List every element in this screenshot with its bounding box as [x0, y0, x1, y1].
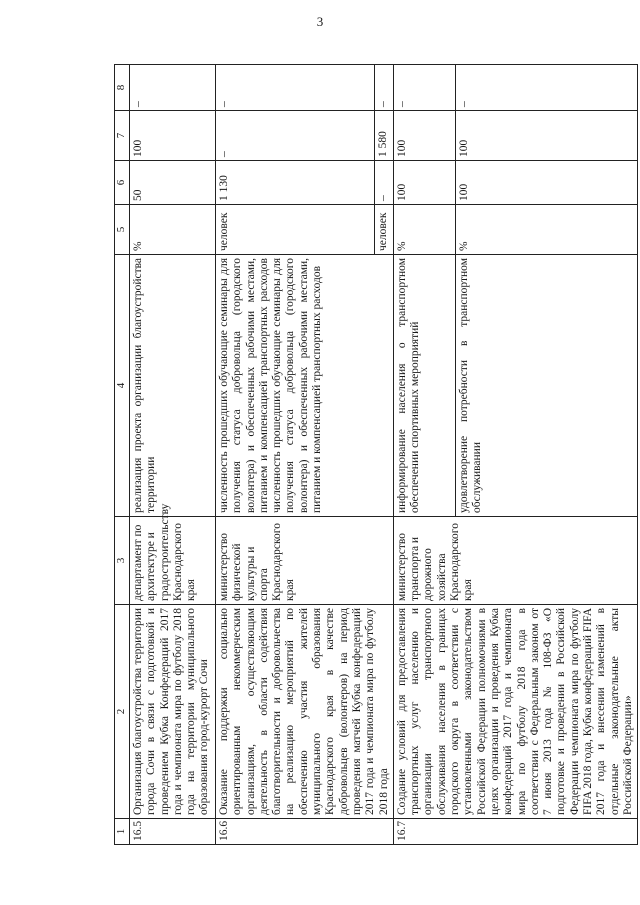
header-col-6: 6	[115, 161, 130, 205]
indicator-cell: удовлетворение потребности в транспортном обслуживании	[455, 255, 637, 517]
executor-cell: министерство физической культуры и спорта Краснодарского края	[216, 517, 394, 605]
unit-cell: человек	[216, 205, 375, 255]
unit-cell: %	[393, 205, 455, 255]
value-col7-cell: 100	[455, 111, 637, 161]
table-row	[216, 65, 375, 845]
value-col7-cell: 1 580	[374, 111, 393, 161]
value-col7-cell: 100	[130, 111, 216, 161]
value-col7-cell: –	[216, 111, 375, 161]
value-col8-cell: –	[393, 65, 455, 111]
value-col6-cell: 100	[393, 161, 455, 205]
header-row	[115, 65, 130, 845]
table-row	[130, 65, 216, 845]
event-cell: Создание условий для предоставления транспортных услуг населению и организации транспортного обслуживания населения в границах городского округа в соответствии с установленными законодательством Российской Федерации полномочиями в целях организации и проведения Кубка конфедераций 2017 года и чемпионата мира по футболу 2018 года в соответствии с Федеральным законом от 7 июня 2013 года № 108-ФЗ «О подготовке и проведении в Российской Федерации чемпионата мира по футболу FIFA 2018 года, Кубка конфедераций FIFA 2017 года и внесении изменений в отдельные законодательные акты Российской Федерации»	[393, 605, 637, 819]
header-col-3: 3	[115, 517, 130, 605]
value-col6-cell: –	[374, 161, 393, 205]
indicator-cell: реализация проекта организации благоустройства территории	[130, 255, 216, 517]
unit-cell: %	[130, 205, 216, 255]
header-col-5: 5	[115, 205, 130, 255]
value-col6-cell: 1 130	[216, 161, 375, 205]
header-col-7: 7	[115, 111, 130, 161]
value-col8-cell: –	[130, 65, 216, 111]
value-col7-cell: 100	[393, 111, 455, 161]
header-col-2: 2	[115, 605, 130, 819]
value-col8-cell: –	[216, 65, 375, 111]
page-number: 3	[316, 14, 324, 29]
rotated-table-container	[114, 65, 634, 845]
header-col-8: 8	[115, 65, 130, 111]
value-col6-cell: 100	[455, 161, 637, 205]
value-col8-cell: –	[455, 65, 637, 111]
executor-cell: департамент по архитектуре и градостроительству Краснодарского края	[130, 517, 216, 605]
indicator-cell: численность прошедших обучающие семинары для получения статуса добровольца (городского волонтера) и обеспеченных рабочими местами, питанием и компенсацией транспортных расходов численность прошедших обучающие семинары для получения статуса добровольца (городского волонтера) и обеспеченных рабочими местами, питанием и компенсацией транспортных расходов	[216, 255, 394, 517]
row-number: 16.6	[216, 819, 394, 845]
row-number: 16.5	[130, 819, 216, 845]
header-col-4: 4	[115, 255, 130, 517]
header-col-1: 1	[115, 819, 130, 845]
event-cell: Организация благоустройства территории города Сочи в связи с подготовкой и проведением Кубка Конфедераций 2017 года и чемпионата мира по футболу 2018 года на территории муниципального образования город-курорт Сочи	[130, 605, 216, 819]
value-col8-cell: –	[374, 65, 393, 111]
unit-cell: человек	[374, 205, 393, 255]
indicator-cell: информирование населения о транспортном обеспечении спортивных мероприятий	[393, 255, 455, 517]
executor-cell: министерство транспорта и дорожного хозяйства Краснодарского края	[393, 517, 637, 605]
plan-table	[114, 64, 638, 845]
row-number: 16.7	[393, 819, 637, 845]
event-cell: Оказание поддержки социально ориентированным некоммерческим организациям, осуществляющим деятельность в области содействия благотворительности и добровольчества на реализацию мероприятий по обеспечению участия жителей муниципального образования Краснодарского края в качестве добровольцев (волонтеров) на период проведения матчей Кубка конфедераций 2017 года и чемпионата мира по футболу 2018 года	[216, 605, 394, 819]
unit-cell: %	[455, 205, 637, 255]
value-col6-cell: 50	[130, 161, 216, 205]
table-row	[393, 65, 455, 845]
